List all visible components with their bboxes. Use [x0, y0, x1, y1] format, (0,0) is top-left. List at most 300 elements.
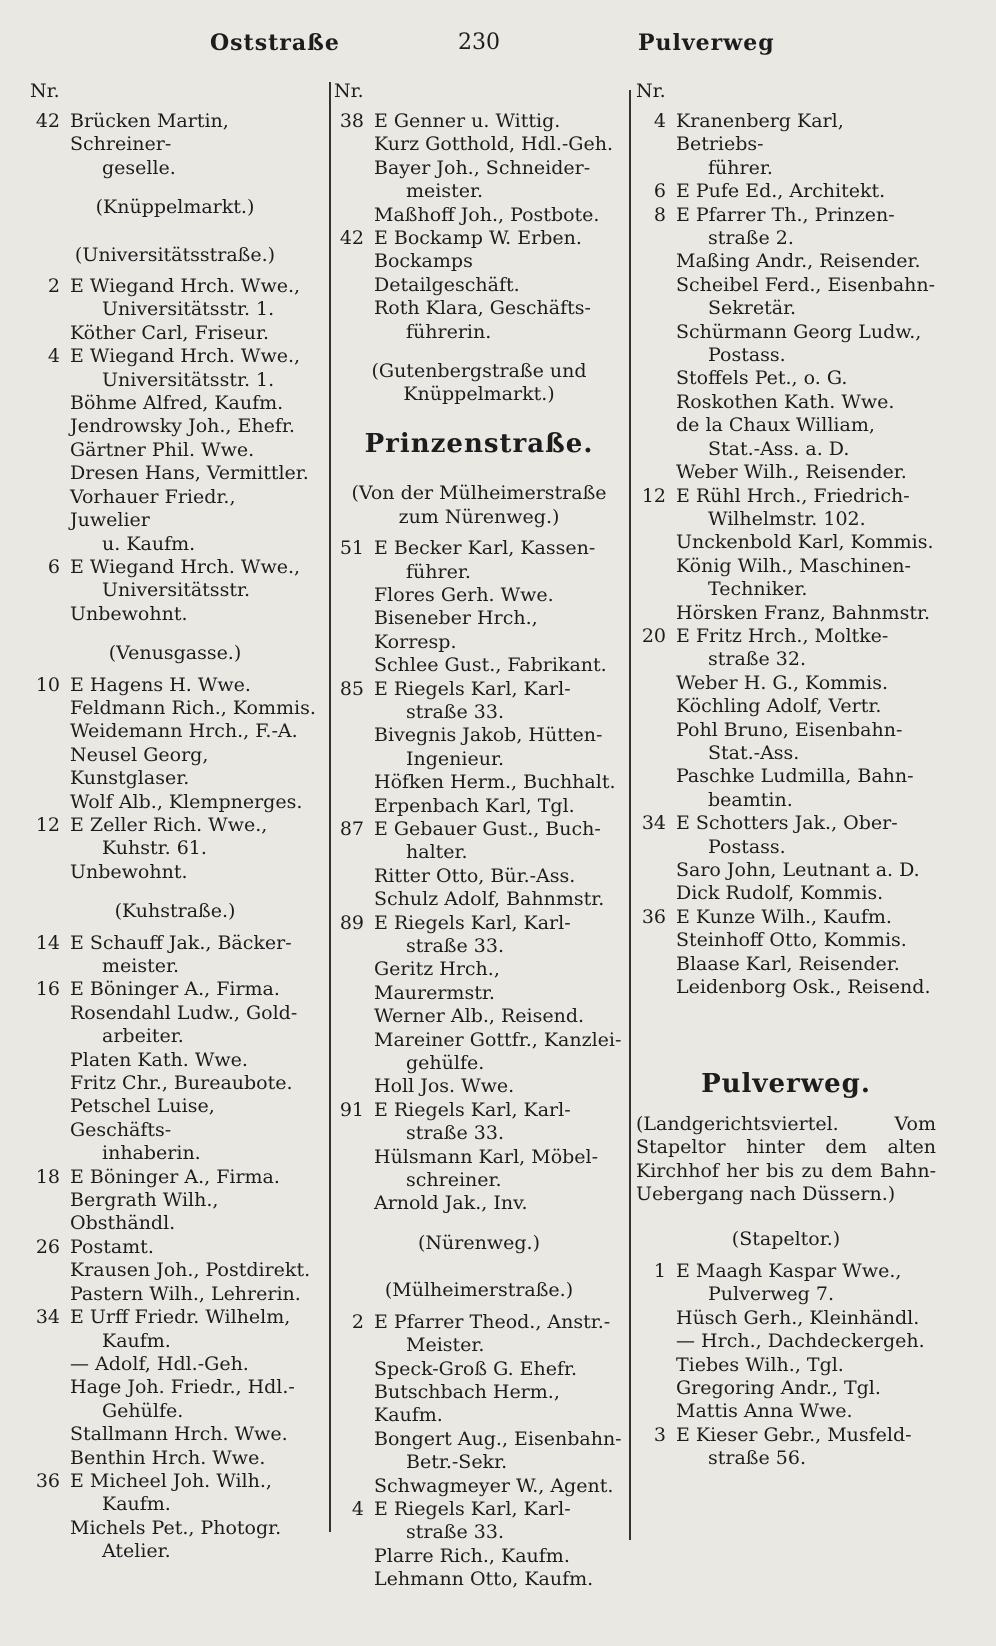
entry-text: Roth Klara, Geschäfts-	[374, 297, 591, 320]
entry-text: Schotters Jak., Ober-	[695, 812, 898, 835]
directory-entry	[30, 1470, 320, 1517]
entry-text: Kieser Gebr., Musfeld-	[695, 1423, 912, 1446]
entry-text: Gärtner Phil. Wwe.	[70, 438, 255, 461]
house-number: 18	[35, 1165, 60, 1188]
entry-text: Geritz Hrch., Maurermstr.	[374, 958, 500, 1004]
house-number: 8	[653, 203, 666, 226]
directory-entry	[30, 1283, 320, 1306]
entry-line	[374, 1029, 624, 1052]
entry-text: Gregoring Andr., Tgl.	[676, 1376, 881, 1399]
entry-line	[374, 1545, 624, 1568]
directory-entry	[334, 1358, 624, 1381]
spacer	[636, 1027, 936, 1041]
entry-text: Leidenborg Osk., Reisend.	[676, 976, 931, 999]
directory-entry	[30, 1306, 320, 1353]
entry-text: Hagens H. Wwe.	[89, 673, 251, 696]
house-number: 38	[339, 110, 364, 132]
entry-line	[374, 701, 624, 724]
owner-mark: E	[374, 537, 388, 560]
entry-line	[70, 1306, 320, 1329]
directory-entry	[636, 274, 936, 321]
entry-line	[70, 978, 320, 1001]
directory-entry	[636, 180, 936, 203]
entry-line	[70, 720, 320, 743]
entry-text: Hüsch Gerh., Kleinhändl.	[676, 1306, 920, 1329]
house-number: 10	[35, 673, 60, 696]
entry-line	[676, 1377, 936, 1400]
directory-entry	[334, 1568, 624, 1591]
entry-text: Pohl Bruno, Eisenbahn-	[676, 718, 903, 741]
entry-text: Maßhoff Joh., Postbote.	[374, 203, 600, 226]
entry-line	[374, 1192, 624, 1215]
entry-line	[676, 1260, 936, 1283]
entry-line	[374, 297, 624, 320]
entry-line	[70, 955, 320, 978]
entry-text: Pfarrer Theod., Anstr.-	[393, 1310, 611, 1333]
entry-line	[70, 556, 320, 579]
entry-text: meister.	[406, 180, 484, 203]
house-number: 4	[653, 110, 666, 132]
entry-line	[70, 791, 320, 814]
entry-text: Mattis Anna Wwe.	[676, 1400, 853, 1423]
entry-line	[70, 814, 320, 837]
directory-entry	[30, 415, 320, 438]
directory-entry	[334, 133, 624, 156]
house-number: 4	[351, 1497, 364, 1520]
entry-text: Pastern Wilh., Lehrerin.	[70, 1282, 301, 1305]
owner-mark: E	[374, 1497, 388, 1520]
entry-text: Böninger A., Firma.	[89, 1165, 280, 1188]
entry-line	[676, 882, 936, 905]
entry-text: Riegels Karl, Karl-	[393, 1098, 571, 1121]
directory-entry	[636, 953, 936, 976]
entry-text: Plarre Rich., Kaufm.	[374, 1544, 570, 1567]
entry-text: Holl Jos. Wwe.	[374, 1075, 515, 1098]
column-3	[636, 80, 936, 1471]
directory-entry	[30, 1166, 320, 1189]
owner-mark: E	[374, 1310, 388, 1333]
entry-line	[70, 1493, 320, 1516]
directory-entry	[30, 603, 320, 626]
directory-entry	[636, 391, 936, 414]
entry-line	[70, 1330, 320, 1353]
house-number: 16	[35, 978, 60, 1001]
entry-line	[676, 789, 936, 812]
directory-entry	[334, 912, 624, 959]
nr-label: Nr.	[334, 80, 364, 102]
entry-line	[676, 1354, 936, 1377]
entry-line	[676, 110, 936, 157]
entry-text: Becker Karl, Kassen-	[393, 537, 596, 560]
entry-line	[374, 1075, 624, 1098]
entry-line	[676, 1307, 936, 1330]
directory-entry	[334, 1029, 624, 1076]
entry-text: Weber Wilh., Reisender.	[676, 461, 907, 484]
house-number: 3	[653, 1423, 666, 1446]
directory-entry	[30, 1353, 320, 1376]
entry-line	[676, 344, 936, 367]
entry-line	[70, 744, 320, 791]
house-number: 1	[653, 1259, 666, 1282]
entry-text: Werner Alb., Reisend.	[374, 1005, 585, 1028]
entry-line	[70, 1259, 320, 1282]
entry-line	[676, 859, 936, 882]
house-number: 34	[641, 812, 666, 835]
entry-text: Ritter Otto, Bür.-Ass.	[374, 864, 576, 887]
entry-text: Tiebes Wilh., Tgl.	[676, 1353, 844, 1376]
entry-line	[676, 1400, 936, 1423]
directory-entry	[636, 976, 936, 999]
entry-line	[374, 1475, 624, 1498]
entry-line	[70, 1142, 320, 1165]
entry-text: geselle.	[102, 156, 176, 179]
directory-entry	[636, 204, 936, 251]
entry-line	[676, 485, 936, 508]
entry-line	[70, 298, 320, 321]
entry-text: Genner u. Wittig.	[393, 110, 561, 132]
entry-line	[676, 297, 936, 320]
directory-entry	[334, 537, 624, 584]
entry-text: Ingenieur.	[406, 747, 504, 770]
entry-line	[70, 392, 320, 415]
entry-text: König Wilh., Maschinen-	[676, 554, 911, 577]
directory-entry	[636, 882, 936, 905]
entry-line	[70, 369, 320, 392]
entry-text: Speck-Groß G. Ehefr.	[374, 1357, 578, 1380]
entry-line	[374, 678, 624, 701]
section-subheading: (Gutenbergstraße und Knüppelmarkt.)	[371, 360, 587, 406]
directory-entry	[30, 1049, 320, 1072]
directory-entry	[334, 795, 624, 818]
owner-mark: E	[70, 813, 84, 836]
entry-line	[70, 1002, 320, 1025]
entry-text: Riegels Karl, Karl-	[393, 911, 571, 934]
owner-mark: E	[676, 484, 690, 507]
entry-line	[374, 537, 624, 560]
directory-entry	[636, 859, 936, 882]
directory-entry	[636, 625, 936, 672]
page-number: 230	[458, 30, 500, 55]
entry-text: Wiegand Hrch. Wwe.,	[89, 555, 301, 578]
entry-line	[70, 1025, 320, 1048]
entry-line	[374, 724, 624, 747]
entry-text: Stallmann Hrch. Wwe.	[70, 1423, 288, 1446]
owner-mark: E	[676, 624, 690, 647]
entry-text: Stoffels Pet., o. G.	[676, 367, 848, 390]
directory-entry	[30, 1259, 320, 1282]
house-number: 12	[641, 484, 666, 507]
directory-entry	[30, 697, 320, 720]
house-number: 51	[339, 537, 364, 560]
entry-line	[70, 837, 320, 860]
entry-line	[70, 275, 320, 298]
entry-line	[676, 204, 936, 227]
directory-entry	[30, 791, 320, 814]
owner-mark: E	[70, 555, 84, 578]
directory-entry	[334, 1311, 624, 1358]
entry-text: Böhme Alfred, Kaufm.	[70, 392, 284, 415]
directory-entry	[334, 1005, 624, 1028]
directory-entry	[30, 861, 320, 884]
entry-text: Bivegnis Jakob, Hütten-	[374, 724, 603, 747]
entry-text: straße 32.	[708, 648, 806, 671]
owner-mark: E	[676, 905, 690, 928]
directory-entry	[636, 461, 936, 484]
nr-label: Nr.	[30, 80, 60, 102]
owner-mark: E	[374, 677, 388, 700]
entry-line	[374, 1358, 624, 1381]
entry-line	[70, 674, 320, 697]
directory-entry	[30, 275, 320, 322]
entry-text: Michels Pet., Photogr.	[70, 1516, 282, 1539]
directory-entry	[30, 1423, 320, 1446]
directory-entry	[636, 110, 936, 180]
entry-line	[374, 1311, 624, 1334]
entry-line	[374, 1568, 624, 1591]
entry-text: Erpenbach Karl, Tgl.	[374, 794, 575, 817]
entry-line	[676, 180, 936, 203]
entry-text: Rosendahl Ludw., Gold-	[70, 1001, 298, 1024]
entry-line	[374, 1052, 624, 1075]
entry-text: Gehülfe.	[102, 1399, 184, 1422]
owner-mark: E	[70, 1165, 84, 1188]
entry-line	[70, 345, 320, 368]
entry-text: Arnold Jak., Inv.	[374, 1192, 528, 1215]
directory-entry	[334, 250, 624, 297]
entry-text: inhaberin.	[102, 1142, 201, 1165]
directory-entry	[636, 1400, 936, 1423]
entry-text: Benthin Hrch. Wwe.	[70, 1446, 266, 1469]
directory-entry	[334, 1075, 624, 1098]
entry-text: Kranenberg Karl, Betriebs-	[676, 110, 844, 156]
entry-line	[374, 1122, 624, 1145]
entry-line	[676, 695, 936, 718]
entry-line	[70, 1423, 320, 1446]
entry-text: Micheel Joh. Wilh.,	[89, 1469, 272, 1492]
entry-line	[70, 110, 320, 157]
entry-text: Feldmann Rich., Kommis.	[70, 696, 316, 719]
directory-entry	[30, 1189, 320, 1236]
directory-entry	[636, 250, 936, 273]
owner-mark: E	[70, 978, 84, 1001]
column-divider-1	[329, 82, 331, 1532]
entry-text: Köchling Adolf, Vertr.	[676, 695, 882, 718]
entry-line	[676, 438, 936, 461]
directory-entry	[30, 1072, 320, 1095]
directory-entry	[636, 1424, 936, 1471]
house-number: 6	[653, 180, 666, 203]
directory-entry	[30, 345, 320, 392]
entry-text: Scheibel Ferd., Eisenbahn-	[676, 273, 936, 296]
entry-line	[374, 1099, 624, 1122]
house-number: 4	[47, 345, 60, 368]
street-title: Prinzenstraße.	[364, 428, 594, 459]
owner-mark: E	[70, 275, 84, 298]
entry-text: Dick Rudolf, Kommis.	[676, 882, 884, 905]
directory-entry	[636, 485, 936, 532]
directory-entry	[636, 321, 936, 368]
entry-text: Fritz Chr., Bureaubote.	[70, 1072, 293, 1095]
page-header	[0, 30, 996, 70]
entry-text: Schwagmeyer W., Agent.	[374, 1474, 614, 1497]
entry-line	[374, 1146, 624, 1169]
directory-entry	[30, 462, 320, 485]
entry-text: führerin.	[406, 320, 492, 343]
directory-entry	[636, 1260, 936, 1307]
directory-entry	[30, 978, 320, 1001]
house-number: 42	[339, 227, 364, 250]
entry-text: Meister.	[406, 1334, 485, 1357]
directory-entry	[30, 486, 320, 556]
entry-text: — Adolf, Hdl.-Geh.	[70, 1352, 249, 1375]
owner-mark: E	[374, 911, 388, 934]
entry-text: Flores Gerh. Wwe.	[374, 583, 554, 606]
entry-line	[70, 1166, 320, 1189]
entry-text: Sekretär.	[708, 297, 797, 320]
entry-text: Stat.-Ass.	[708, 741, 800, 764]
column-divider-2	[629, 90, 631, 1540]
entry-line	[70, 579, 320, 602]
entry-line	[676, 555, 936, 578]
directory-entry	[30, 1095, 320, 1165]
house-number: 42	[35, 110, 60, 132]
directory-entry	[334, 607, 624, 654]
entry-line	[70, 157, 320, 180]
entry-line	[676, 1424, 936, 1447]
entry-line	[70, 1447, 320, 1470]
entry-line	[70, 603, 320, 626]
entry-line	[374, 771, 624, 794]
entry-line	[70, 1517, 320, 1540]
entry-text: Techniker.	[708, 578, 808, 601]
directory-entry	[636, 1377, 936, 1400]
entry-line	[676, 461, 936, 484]
house-number: 91	[339, 1098, 364, 1121]
entry-text: Riegels Karl, Karl-	[393, 677, 571, 700]
owner-mark: E	[374, 1098, 388, 1121]
entry-text: Betr.-Sekr.	[406, 1451, 508, 1474]
entry-text: Bockamp W. Erben.	[393, 227, 582, 250]
entry-line	[70, 1095, 320, 1142]
entry-line	[70, 486, 320, 533]
directory-entry	[30, 439, 320, 462]
entry-text: Kuhstr. 61.	[102, 837, 207, 860]
directory-entry	[30, 1002, 320, 1049]
entry-text: Schürmann Georg Ludw.,	[676, 320, 922, 343]
directory-entry	[30, 110, 320, 180]
entry-line	[70, 1376, 320, 1399]
entry-text: Hage Joh. Friedr., Hdl.-	[70, 1376, 295, 1399]
entry-line	[676, 812, 936, 835]
entry-line	[374, 841, 624, 864]
entry-line	[70, 861, 320, 884]
house-number: 89	[339, 911, 364, 934]
entry-text: Roskothen Kath. Wwe.	[676, 390, 895, 413]
directory-entry	[30, 322, 320, 345]
directory-entry	[334, 584, 624, 607]
directory-entry	[334, 1475, 624, 1498]
entry-line	[676, 414, 936, 437]
entry-text: Mareiner Gottfr., Kanzlei-	[374, 1028, 622, 1051]
entry-text: Wolf Alb., Klempnerges.	[70, 790, 303, 813]
entry-text: Schlee Gust., Fabrikant.	[374, 654, 607, 677]
entry-text: straße 33.	[406, 700, 504, 723]
entry-text: Petschel Luise, Geschäfts-	[70, 1095, 215, 1141]
entry-line	[676, 578, 936, 601]
entry-text: straße 56.	[708, 1447, 806, 1470]
directory-entry	[636, 555, 936, 602]
entry-line	[374, 250, 624, 297]
owner-mark: E	[70, 1306, 84, 1329]
entry-text: Böninger A., Firma.	[89, 978, 280, 1001]
header-street-right: Pulverweg	[638, 30, 775, 56]
entry-text: Kunze Wilh., Kaufm.	[695, 905, 892, 928]
entry-line	[374, 157, 624, 180]
entry-text: Paschke Ludmilla, Bahn-	[676, 765, 914, 788]
house-number: 12	[35, 813, 60, 836]
entry-line	[374, 1169, 624, 1192]
owner-mark: E	[70, 673, 84, 696]
directory-entry	[334, 865, 624, 888]
entry-text: Riegels Karl, Karl-	[393, 1497, 571, 1520]
owner-mark: E	[70, 1469, 84, 1492]
section-subheading: (Universitätsstraße.)	[74, 243, 276, 266]
entry-text: führer.	[406, 560, 471, 583]
entry-line	[374, 133, 624, 156]
entry-line	[374, 1381, 624, 1428]
owner-mark: E	[676, 812, 690, 835]
entry-line	[676, 742, 936, 765]
house-number: 36	[641, 905, 666, 928]
entry-text: führer.	[708, 156, 773, 179]
section-subheading: (Kuhstraße.)	[114, 900, 236, 923]
entry-line	[676, 227, 936, 250]
entry-text: Universitätsstr. 1.	[102, 298, 275, 321]
street-description: (Landgerichtsviertel. Vom Stapeltor hinter dem alten Kirchhof her bis zu dem Bahn-Uebergang nach Düssern.)	[636, 1112, 936, 1206]
entry-text: Saro John, Leutnant a. D.	[676, 859, 920, 881]
entry-line	[676, 976, 936, 999]
entry-text: schreiner.	[406, 1169, 502, 1192]
directory-entry	[334, 1192, 624, 1215]
entry-text: straße 33.	[406, 1122, 504, 1145]
entry-line	[676, 906, 936, 929]
entry-text: Wiegand Hrch. Wwe.,	[89, 345, 301, 368]
directory-entry	[334, 204, 624, 227]
entry-text: Unbewohnt.	[70, 602, 188, 625]
section-subheading: (Stapeltor.)	[731, 1228, 841, 1251]
entry-text: Bongert Aug., Eisenbahn-	[374, 1427, 622, 1450]
directory-entry	[334, 1545, 624, 1568]
entry-line	[70, 462, 320, 485]
entry-text: Gebauer Gust., Buch-	[393, 817, 601, 840]
entry-text: Postamt.	[70, 1235, 154, 1258]
entry-line	[374, 1451, 624, 1474]
entry-text: Kaufm.	[102, 1493, 171, 1516]
entry-text: meister.	[102, 955, 180, 977]
entry-text: Lehmann Otto, Kaufm.	[374, 1568, 594, 1591]
entry-line	[676, 391, 936, 414]
entry-text: Brücken Martin, Schreiner-	[70, 110, 229, 156]
entry-line	[374, 1005, 624, 1028]
entry-text: Schauff Jak., Bäcker-	[89, 931, 292, 954]
directory-entry	[30, 1447, 320, 1470]
section-subheading: (Mülheimerstraße.)	[384, 1279, 574, 1302]
directory-entry	[334, 1146, 624, 1193]
owner-mark: E	[374, 227, 388, 250]
directory-entry	[636, 765, 936, 812]
spacer	[636, 1013, 936, 1027]
entry-text: Pfarrer Th., Prinzen-	[695, 203, 895, 226]
